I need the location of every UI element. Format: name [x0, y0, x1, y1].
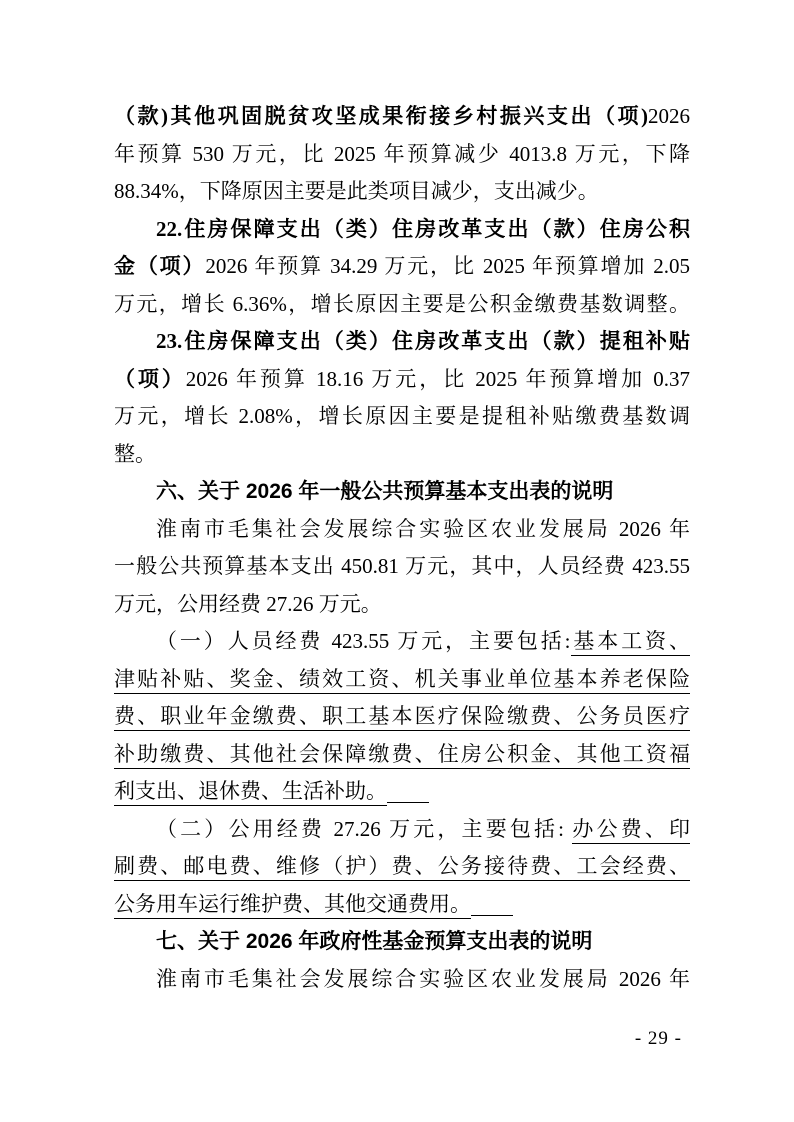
paragraph	[114, 511, 690, 624]
text-run: 公务用车运行维护费、其他交通费用。	[114, 892, 471, 919]
text-run: 淮南市毛集社会发展综合实验区农业发展局 2026 年	[156, 966, 690, 991]
text-run: 2026 年预算 18.16 万元，比 2025 年预算增加 0.37	[185, 366, 691, 391]
text-run: 刷费、邮电费、维修（护）费、公务接待费、工会经费、	[114, 854, 690, 881]
text-run: 2026	[648, 104, 690, 128]
text-run: （二）公用经费 27.26 万元，主要包括:	[156, 816, 573, 841]
paragraph	[114, 323, 690, 473]
text-run: 万元，增长 6.36%，增长原因主要是公积金缴费基数调整。	[114, 291, 690, 316]
text-line	[114, 811, 690, 849]
text-run: 津贴补贴、奖金、绩效工资、机关事业单位基本养老保险	[114, 667, 690, 694]
text-line	[114, 398, 690, 436]
paragraph	[114, 623, 690, 811]
text-line	[114, 623, 690, 661]
text-line	[114, 548, 690, 586]
text-run: 整。	[114, 441, 156, 466]
underline-tail	[387, 781, 429, 803]
section-heading	[114, 473, 690, 511]
text-line	[114, 773, 690, 811]
text-run: 万元，增长 2.08%，增长原因主要是提租补贴缴费基数调	[114, 404, 690, 428]
text-run: 2026 年预算 34.29 万元，比 2025 年预算增加 2.05	[205, 254, 691, 278]
section-heading	[114, 923, 690, 961]
text-line	[114, 323, 690, 361]
text-run: 淮南市毛集社会发展综合实验区农业发展局 2026 年	[156, 516, 690, 541]
text-run: 万元，公用经费 27.26 万元。	[114, 591, 382, 616]
text-line	[114, 511, 690, 549]
text-line	[114, 736, 690, 774]
text-line	[114, 286, 690, 324]
text-run: 22.住房保障支出（类）住房改革支出（款）住房公积	[156, 216, 690, 241]
text-run: 88.34%，下降原因主要是此类项目减少，支出减少。	[114, 179, 599, 203]
text-line	[114, 848, 690, 886]
text-run: 费、职业年金缴费、职工基本医疗保险缴费、公务员医疗	[114, 704, 690, 731]
text-line	[114, 436, 690, 474]
text-line	[114, 473, 690, 511]
text-line	[114, 698, 690, 736]
paragraph	[114, 811, 690, 924]
text-run: 23.住房保障支出（类）住房改革支出（款）提租补贴	[156, 329, 690, 353]
text-line	[114, 586, 690, 624]
text-run: 利支出、退休费、生活补助。	[114, 779, 387, 806]
paragraph	[114, 211, 690, 324]
text-line	[114, 173, 690, 211]
text-run: 金（项）	[114, 254, 206, 278]
text-line	[114, 248, 690, 286]
text-line	[114, 136, 690, 174]
text-line	[114, 211, 690, 249]
paragraph	[114, 98, 690, 211]
text-line	[114, 661, 690, 699]
text-run: 七、关于 2026 年政府性基金预算支出表的说明	[156, 930, 593, 953]
text-run: 办公费、印	[572, 817, 690, 844]
text-line	[114, 886, 690, 924]
text-run: 补助缴费、其他社会保障缴费、住房公积金、其他工资福	[114, 742, 690, 769]
paragraph	[114, 961, 690, 999]
text-line	[114, 98, 690, 136]
text-line	[114, 361, 690, 399]
text-run: 一般公共预算基本支出 450.81 万元，其中，人员经费 423.55	[114, 554, 690, 578]
underline-tail	[471, 894, 513, 916]
text-line	[114, 961, 690, 999]
text-run: （款)其他巩固脱贫攻坚成果衔接乡村振兴支出（项)	[114, 104, 648, 128]
text-run: （一）人员经费 423.55 万元，主要包括:	[156, 629, 571, 653]
document-content	[114, 98, 690, 998]
page-number: - 29 -	[634, 1028, 682, 1049]
text-line	[114, 923, 690, 961]
text-run: 六、关于 2026 年一般公共预算基本支出表的说明	[156, 480, 614, 503]
text-run: （项）	[114, 366, 186, 391]
text-run: 年预算 530 万元，比 2025 年预算减少 4013.8 万元，下降	[114, 141, 690, 166]
text-run: 基本工资、	[571, 629, 691, 656]
